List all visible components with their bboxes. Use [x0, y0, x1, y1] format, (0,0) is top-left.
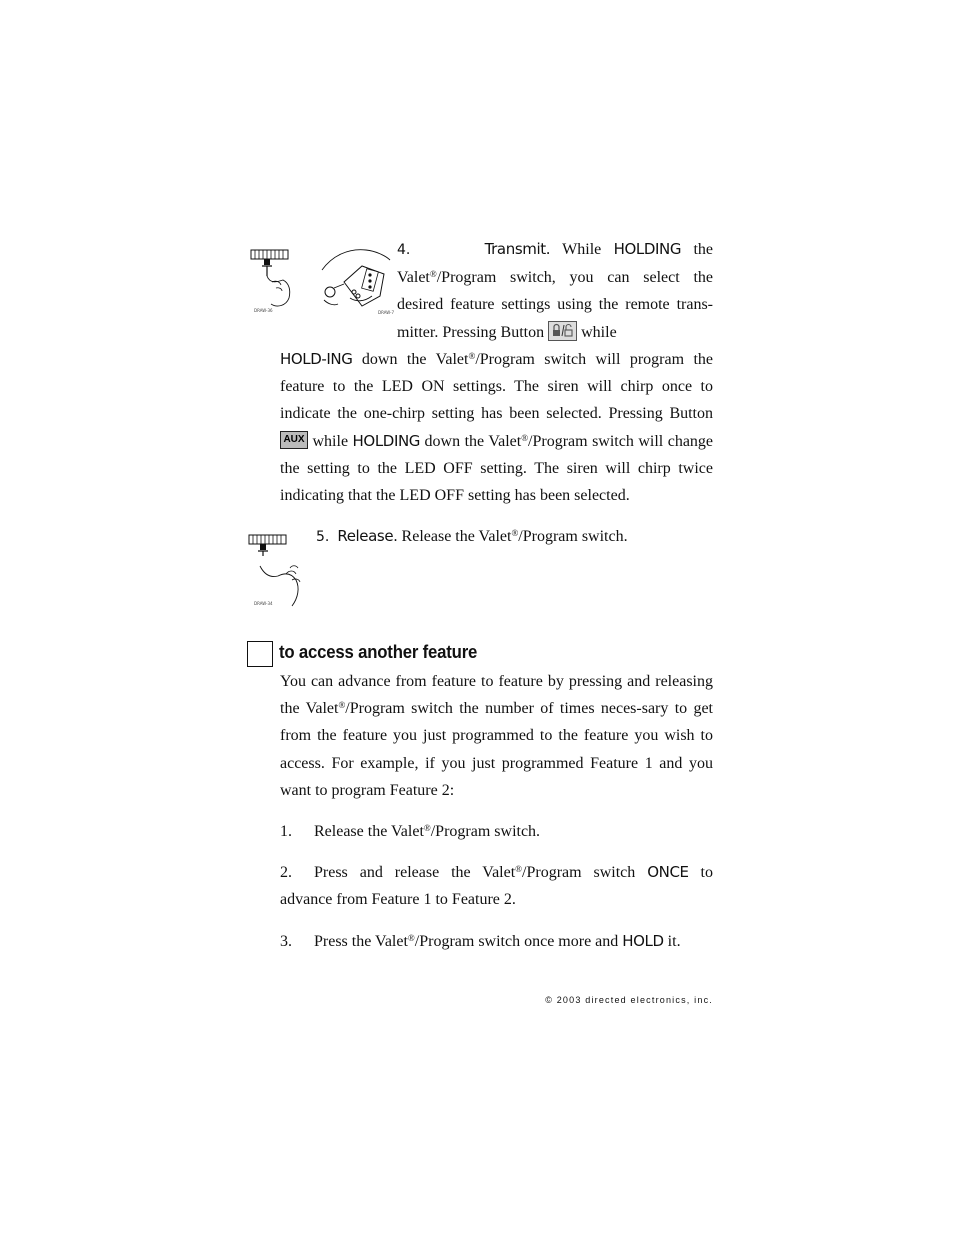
step4-text3: /Program switch, you can select the desired feature settings using the remote trans-mitter. Pressing Button [397, 269, 713, 341]
step4-text2: the Valet [397, 241, 714, 287]
list-item: 3. Press the Valet®/Program switch once more and HOLD it. [280, 932, 681, 950]
step4-title: Transmit. [484, 240, 551, 258]
valet-switch-release-illustration [246, 530, 316, 610]
section-marker-box [247, 641, 273, 667]
draw-code-label: DRAW-7 [378, 310, 394, 315]
step5-text1: Release the Valet [401, 528, 512, 545]
step5: 5. Release. Release the Valet®/Program switch. [316, 527, 628, 545]
step4-keyword-holding: HOLDING [613, 240, 682, 258]
step4-keyword-holding-3: HOLDING [352, 431, 421, 450]
list-item: 1. Release the Valet®/Program switch. [280, 823, 541, 840]
step5-number: 5. [316, 529, 330, 545]
step4-number: 4. [397, 242, 411, 258]
step4-first-lines [397, 236, 713, 346]
section-heading: to access another feature [279, 642, 478, 662]
step4-text5: down the Valet [361, 351, 469, 368]
step4-text7: while [312, 432, 349, 450]
section-intro-text2: /Program switch the number of times neces-sary to get from the feature you just programmed to the feature you wish to access. For example, if you just programmed Feature 1 and you want to program Feature 2: [280, 700, 713, 799]
aux-button-icon: AUX [280, 431, 308, 449]
section-intro-text1: You can advance from feature to feature by pressing and releasing the Valet [280, 673, 713, 718]
section-intro: You can advance from feature to feature by pressing and releasing the Valet®/Program switch the number of times neces-sary to get from the feature you just programmed to the feature you wish to access. For example, if you just programmed Feature 1 and you want to program Feature 2: [280, 673, 713, 799]
keyword-once: ONCE [647, 863, 689, 881]
draw-code-label: DRAW-36 [254, 308, 273, 313]
step4-text4: while [581, 323, 617, 341]
copyright-footer: © 2003 directed electronics, inc. [545, 995, 713, 1005]
step4-text1: While [562, 241, 602, 258]
list-item: 2. Press and release the Valet®/Program switch ONCE to advance from Feature 1 to Feature 2. [280, 863, 713, 909]
step4-text9: /Program switch will change the setting to the LED OFF setting. The siren will chirp twice indicating that the LED OFF setting has been selected. [280, 432, 714, 505]
lock-unlock-button-icon [548, 321, 577, 341]
step4-continued: HOLD-ING down the Valet®/Program switch will program the feature to the LED ON settings. The siren will chirp once to indicate the one-chirp setting has been selected. Pressing Button AUX while HOLDING down the Valet®/Program switch will change the setting to the LED OFF setting. The siren will chirp twice indicating that the LED OFF setting has been selected. [280, 350, 714, 505]
draw-code-label: DRAW-34 [254, 601, 273, 606]
registered-mark: ® [429, 269, 437, 280]
step4-text6: /Program switch will program the feature to the LED ON settings. The siren will chirp once to indicate the one-chirp setting has been selected. Pressing Button [280, 351, 714, 423]
step4-text8: down the Valet [424, 432, 522, 450]
step5-title: Release. [337, 527, 398, 545]
step5-text2: /Program switch. [518, 528, 628, 545]
keyword-hold: HOLD [622, 932, 664, 950]
remote-transmitter-illustration [314, 240, 394, 320]
valet-switch-hand-illustration [248, 246, 294, 320]
step4-keyword-holding-2: HOLD-ING [280, 350, 353, 368]
